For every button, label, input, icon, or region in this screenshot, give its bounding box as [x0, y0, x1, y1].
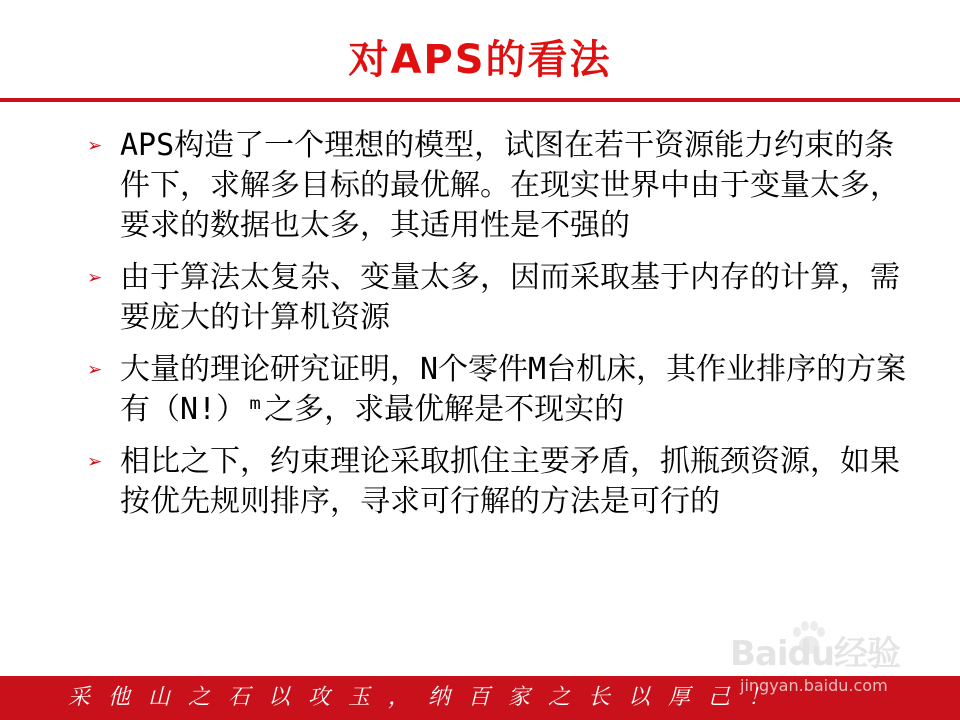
footer-motto: 采他山之石以攻玉，纳百家之长以厚己！ [68, 685, 789, 710]
slide-title: 对APS的看法 [348, 37, 612, 83]
bullet-item [88, 126, 908, 246]
bullet-list [88, 126, 908, 534]
bullet-text: 大量的理论研究证明，N个零件M台机床，其作业排序的方案有（N!）ᵐ之多，求最优解是不现实的 [120, 352, 907, 427]
watermark-url: jingyan.baidu.com [740, 676, 888, 695]
arrow-bullet-icon: ➢ [88, 264, 103, 292]
title-underline [0, 98, 960, 102]
bullet-item [88, 258, 908, 338]
arrow-bullet-icon: ➢ [88, 132, 103, 160]
bullet-item [88, 350, 908, 430]
bullet-text: 由于算法太复杂、变量太多，因而采取基于内存的计算，需要庞大的计算机资源 [120, 260, 900, 335]
watermark-logo-text: Baidu经验 [730, 634, 901, 674]
arrow-bullet-icon: ➢ [88, 448, 103, 476]
arrow-bullet-icon: ➢ [88, 356, 103, 384]
bullet-text: APS构造了一个理想的模型，试图在若干资源能力约束的条件下，求解多目标的最优解。在现实世界中由于变量太多，要求的数据也太多，其适用性是不强的 [120, 128, 900, 243]
bullet-item [88, 442, 908, 522]
bullet-text: 相比之下，约束理论采取抓住主要矛盾，抓瓶颈资源，如果按优先规则排序，寻求可行解的方法是可行的 [120, 444, 900, 519]
baidu-watermark [730, 620, 940, 700]
